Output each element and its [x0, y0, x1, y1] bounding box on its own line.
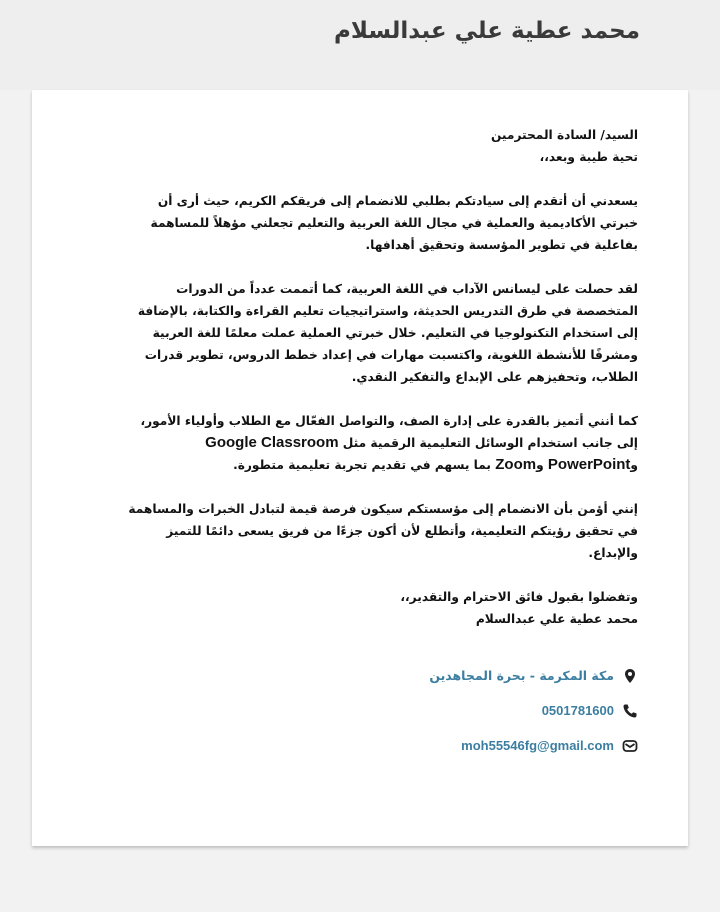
tool-powerpoint: PowerPoint — [547, 456, 631, 473]
skills-text-2: بما يسهم في تقديم تجربة تعليمية متطورة. — [233, 458, 491, 472]
salutation: السيد/ السادة المحترمين — [490, 128, 638, 142]
email-link[interactable]: moh55546fg@gmail.com — [461, 738, 614, 753]
paragraph-skills — [118, 410, 638, 476]
paragraph-qualifications: لقد حصلت على ليسانس الآداب في اللغة العربية، كما أتممت عدداً من الدورات المتخصصة في طرق التدريس الحديثة، واستراتيجيات تعليم القراءة والكتابة، بالإضافة إلى استخدام التكنولوجيا في التعليم. خلال خبرتي العملية عملت معلمًا للغة العربية ومشرفًا للأنشطة اللغوية، واكتسبت مهارات في إعداد خطط الدروس، تطوير قدرات الطلاب، وتحفيزهم على الإبداع والتفكير النقدي. — [137, 282, 638, 384]
letter-page — [32, 90, 688, 846]
signature: محمد عطية علي عبدالسلام — [475, 612, 638, 626]
page-title: محمد عطية علي عبدالسلام — [334, 18, 640, 44]
contact-location — [429, 658, 638, 693]
skills-text-1: كما أنني أتميز بالقدرة على إدارة الصف، والتواصل الفعّال مع الطلاب وأولياء الأمور، إلى جانب استخدام الوسائل التعليمية الرقمية مثل — [140, 414, 638, 450]
location-text: مكة المكرمة - بحرة المجاهدين — [429, 668, 614, 683]
envelope-icon — [622, 738, 638, 754]
phone-icon — [622, 703, 638, 719]
phone-link[interactable]: 0501781600 — [541, 703, 614, 718]
tool-zoom: Zoom — [495, 456, 537, 473]
tool-google-classroom: Google Classroom — [205, 434, 339, 451]
location-pin-icon — [622, 668, 638, 684]
tool-and-2: و — [536, 458, 544, 472]
paragraph-aspiration: إنني أؤمن بأن الانضمام إلى مؤسستكم سيكون فرصة قيمة لتبادل الخبرات والمساهمة في تحقيق رؤيتكم التعليمية، وأتطلع لأن أكون جزءًا من فريق يسعى دائمًا للتميز والإبداع. — [128, 502, 638, 560]
contact-list — [429, 658, 638, 763]
contact-email — [429, 728, 638, 763]
header-band — [0, 0, 720, 90]
letter-body — [118, 124, 638, 630]
contact-phone — [429, 693, 638, 728]
greeting: تحية طيبة وبعد،، — [539, 150, 638, 164]
tool-and-1: و — [630, 458, 638, 472]
paragraph-intro: يسعدني أن أتقدم إلى سيادتكم بطلبي للانضمام إلى فريقكم الكريم، حيث أرى أن خبرتي الأكاديمية والعملية في مجال اللغة العربية والتعليم تجعلني مؤهلاً للمساهمة بفاعلية في تطوير المؤسسة وتحقيق أهدافها. — [150, 194, 638, 252]
closing: وتفضلوا بقبول فائق الاحترام والتقدير،، — [400, 590, 638, 604]
